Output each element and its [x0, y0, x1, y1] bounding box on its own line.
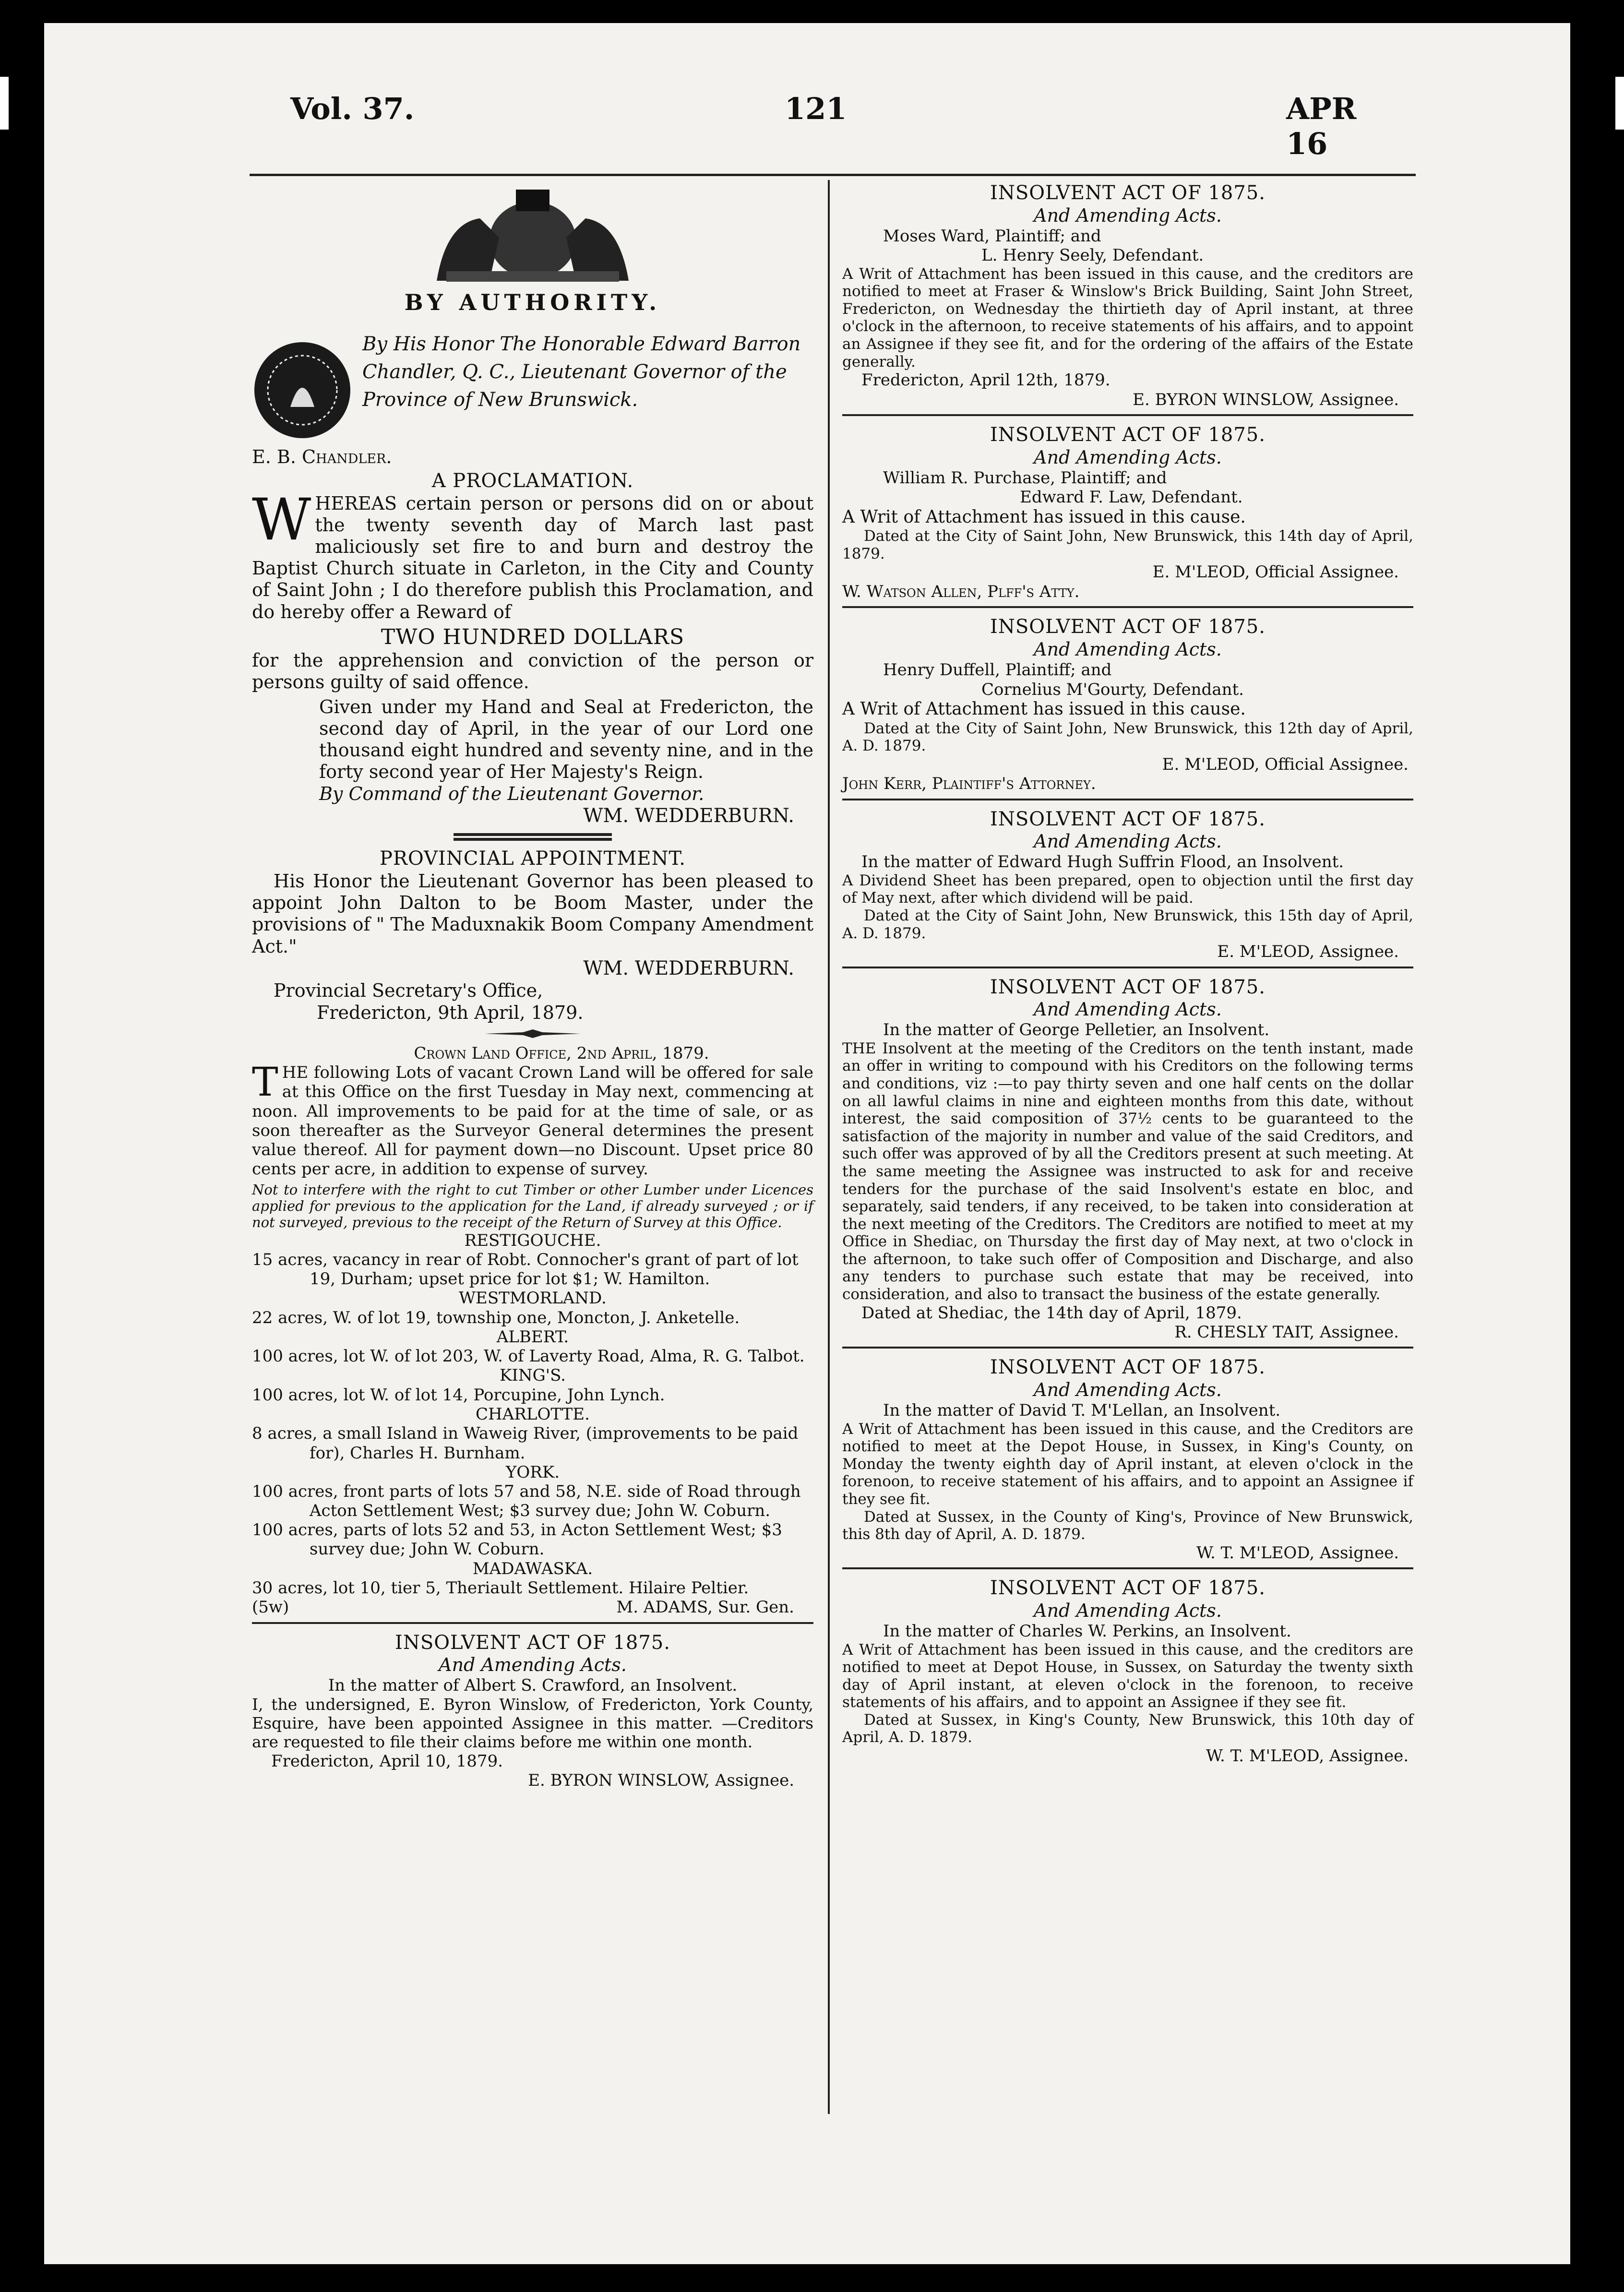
by-authority-heading: BY AUTHORITY. [404, 289, 661, 315]
provincial-seal-icon [252, 340, 353, 441]
notice-dateline: Dated at the City of Saint John, New Brunswick, this 14th day of April, 1879. [842, 527, 1413, 562]
crown-land-note: Not to interfere with the right to cut Timber or other Lumber under Licences applied for previous to the application for the Land, if already surveyed ; or if not surveyed, previous to the receipt of the Return of Survey at this Office. [252, 1181, 813, 1231]
notice-party: Moses Ward, Plaintiff; and [883, 226, 1101, 246]
notice-title: INSOLVENT ACT OF 1875. [990, 424, 1266, 446]
crown-dropcap: T [252, 1060, 278, 1106]
notice-title: INSOLVENT ACT OF 1875. [990, 182, 1266, 204]
crown-land-dateline: Crown Land Office, 2nd April, 1879. [414, 1043, 709, 1063]
county-name: CHARLOTTE. [476, 1404, 590, 1424]
proclamation-title: A PROCLAMATION. [431, 469, 634, 492]
notice-party: Cornelius M'Gourty, Defendant. [981, 680, 1244, 699]
proclamation-intro: By His Honor The Honorable Edward Barron Chandler, Q. C., Lieutenant Governor of the Province of New Brunswick. [362, 333, 801, 411]
signer-wedderburn-2: WM. WEDDERBURN. [583, 957, 794, 979]
whereas-dropcap: W [252, 486, 311, 553]
lot-entry: 8 acres, a small Island in Waweig River, (improvements to be paid for), Charles H. Burnham. [252, 1424, 799, 1463]
notice-party: In the matter of George Pelletier, an Insolvent. [883, 1020, 1270, 1040]
notice-dateline: Dated at Shediac, the 14th day of April, 1879. [861, 1303, 1242, 1323]
notice-title: INSOLVENT ACT OF 1875. [990, 616, 1266, 638]
reward-amount: TWO HUNDRED DOLLARS [381, 624, 685, 649]
proclamation-signer: E. B. Chandler. [252, 446, 392, 467]
reward-text: for the apprehension and conviction of the person or persons guilty of said offence. [252, 650, 813, 693]
notice-attorney: John Kerr, Plaintiff's Attorney. [842, 774, 1096, 794]
lot-entry: 100 acres, lot W. of lot 14, Porcupine, John Lynch. [252, 1385, 665, 1405]
insolvent-notice-crawford [252, 1632, 813, 1791]
surveyor-general-signer: M. ADAMS, Sur. Gen. [616, 1598, 794, 1617]
notice-title: INSOLVENT ACT OF 1875. [990, 1577, 1266, 1600]
notice-dateline: Fredericton, April 12th, 1879. [861, 370, 1111, 390]
insolvent-notice [842, 616, 1413, 800]
notice-signer: R. CHESLY TAIT, Assignee. [1174, 1323, 1399, 1342]
notice-signer: E. M'LEOD, Official Assignee. [1152, 562, 1399, 582]
insertion-code: (5w) [252, 1598, 289, 1617]
appointment-text: His Honor the Lieutenant Governor has been pleased to appoint John Dalton to be Boom Master, under the provisions of " The Maduxnakik Boom Company Amendment Act." [252, 870, 813, 957]
county-name: YORK. [505, 1462, 560, 1482]
by-command: By Command of the Lieutenant Governor. [319, 783, 705, 804]
notice-subtitle: And Amending Acts. [1034, 999, 1222, 1020]
ornament-dash [485, 1028, 581, 1039]
issue-date: APR 16 [1286, 91, 1357, 161]
county-list [252, 1231, 813, 1598]
notice-subtitle: And Amending Acts. [1034, 1379, 1222, 1401]
given-under-hand: Given under my Hand and Seal at Fredericton, the second day of April, in the year of our Lord one thousand eight hundred and seventy nine, and in the forty second year of Her Majesty's Reign. [319, 696, 813, 783]
notice-party: In the matter of David T. M'Lellan, an Insolvent. [883, 1401, 1281, 1421]
lot-entry: 15 acres, vacancy in rear of Robt. Connocher's grant of part of lot 19, Durham; upset price for lot $1; W. Hamilton. [252, 1250, 799, 1289]
notice-dateline: Dated at the City of Saint John, New Brunswick, this 12th day of April, A. D. 1879. [842, 719, 1413, 755]
lot-entry: 100 acres, front parts of lots 57 and 58, N.E. side of Road through Acton Settlement West; $3 survey due; John W. Coburn. [252, 1482, 801, 1521]
insolvent-notice [842, 424, 1413, 608]
notice-body: THE Insolvent at the meeting of the Creditors on the tenth instant, made an offer in writing to compound with his Creditors on the following terms and conditions, viz :—to pay thirty seven and one half cents on the dollar on all lawful claims in nine and eighteen months from this date, without interest, the said composition of 37½ cents to be guaranteed to the satisfaction of the majority in number and value of the said Creditors, and such offer was approved of by all the Creditors present at such meeting. At the same meeting the Assignee was instructed to ask for and receive tenders for the purchase of the said Insolvent's estate en bloc, and separately, said tenders, if any received, to be taken into consideration at the next meeting of the Creditors. The Creditors are notified to meet at my Office in Shediac, on Thursday the first day of May next, at two o'clock in the afternoon, to take such offer of Composition and Discharge, and also any tenders to purchase such estate that may be received, into consideration, and also to transact the business of the estate generally. [842, 1039, 1413, 1303]
notice-party: L. Henry Seely, Defendant. [981, 246, 1204, 265]
notice-body: I, the undersigned, E. Byron Winslow, of Fredericton, York County, Esquire, have been appointed Assignee in this matter. —Creditors are requested to file their claims before me within one month. [252, 1695, 813, 1751]
notice-dateline: Dated at Sussex, in King's County, New Brunswick, this 10th day of April, A. D. 1879. [842, 1711, 1413, 1746]
royal-coat-of-arms-icon [408, 185, 657, 286]
notice-party: In the matter of Charles W. Perkins, an Insolvent. [883, 1622, 1291, 1641]
lot-entry: 100 acres, lot W. of lot 203, W. of Laverty Road, Alma, R. G. Talbot. [252, 1347, 805, 1366]
secretary-date: Fredericton, 9th April, 1879. [317, 1002, 584, 1023]
crown-text: HE following Lots of vacant Crown Land will be offered for sale at this Office on the first Tuesday in May next, commencing at noon. All improvements to be paid for at the time of sale, or as soon thereafter as the Surveyor General determines the present value thereof. All for payment down—no Discount. Upset price 80 cents per acre, in addition to expense of survey. [252, 1063, 813, 1179]
volume-number: Vol. 37. [290, 91, 415, 126]
notice-signer: E. M'LEOD, Official Assignee. [1162, 754, 1409, 774]
page-header [245, 91, 1397, 161]
notice-subtitle: And Amending Acts. [439, 1654, 627, 1676]
notice-body: A Writ of Attachment has been issued in this cause, and the creditors are notified to meet at Depot House, in Sussex, on Saturday the twenty sixth day of April instant, at eleven o'clock in the forenoon, to receive statements of his affairs, and to appoint an Assignee if they see fit. [842, 1641, 1413, 1711]
appointment-title: PROVINCIAL APPOINTMENT. [379, 848, 686, 870]
separator-bar [454, 832, 612, 843]
secretary-office: Provincial Secretary's Office, [274, 980, 543, 1002]
notice-body: A Writ of Attachment has issued in this cause. [842, 699, 1246, 719]
notice-title: INSOLVENT ACT OF 1875. [395, 1631, 670, 1654]
scan-edge-mark-right [1615, 77, 1624, 130]
notice-party: Henry Duffell, Plaintiff; and [883, 660, 1112, 680]
notice-signer: W. T. M'LEOD, Assignee. [1206, 1746, 1409, 1766]
notice-party: In the matter of Edward Hugh Suffrin Flood, an Insolvent. [861, 852, 1344, 872]
county-name: MADAWASKA. [472, 1559, 593, 1578]
insolvent-notice [842, 1356, 1413, 1569]
header-rule [250, 174, 1416, 176]
county-name: WESTMORLAND. [459, 1289, 607, 1308]
insolvent-notice [842, 1577, 1413, 1766]
county-name: KING'S. [500, 1366, 566, 1385]
notice-body: A Writ of Attachment has been issued in this cause, and the creditors are notified to meet at Fraser & Winslow's Brick Building, Saint John Street, Fredericton, on Wednesday the thirtieth day of April instant, at three o'clock in the afternoon, to receive statements of his affairs, and to appoint an Assignee if they see fit, and for the ordering of the affairs of the Estate generally. [842, 265, 1413, 370]
notice-party: Edward F. Law, Defendant. [1020, 488, 1243, 507]
lot-entry: 30 acres, lot 10, tier 5, Theriault Settlement. Hilaire Peltier. [252, 1578, 749, 1598]
insolvent-notice [842, 976, 1413, 1349]
insolvent-notice [842, 808, 1413, 968]
page-number: 121 [785, 91, 847, 126]
notice-dateline: Fredericton, April 10, 1879. [271, 1751, 503, 1771]
notice-body: A Dividend Sheet has been prepared, open to objection until the first day of May next, after which dividend will be paid. [842, 871, 1413, 907]
county-name: RESTIGOUCHE. [464, 1230, 601, 1250]
notice-signer: E. M'LEOD, Assignee. [1217, 942, 1399, 962]
notice-signer: E. BYRON WINSLOW, Assignee. [528, 1771, 794, 1791]
notice-body: A Writ of Attachment has issued in this cause. [842, 507, 1246, 527]
proclamation-whereas [252, 486, 813, 623]
right-column [842, 180, 1413, 1766]
left-column [252, 180, 813, 1791]
county-name: ALBERT. [496, 1327, 569, 1347]
notice-signer: E. BYRON WINSLOW, Assignee. [1133, 390, 1399, 409]
notice-matter: In the matter of Albert S. Crawford, an Insolvent. [328, 1676, 738, 1695]
whereas-text: HEREAS certain person or persons did on or about the twenty seventh day of March last past maliciously set fire to and burn and destroy the Baptist Church situate in Carleton, in the City and County of Saint John ; I do therefore publish this Proclamation, and do hereby offer a Reward of [252, 492, 813, 622]
proclamation-intro-block [252, 330, 813, 441]
notice-signer: W. T. M'LEOD, Assignee. [1196, 1543, 1399, 1563]
column-divider [828, 180, 830, 2114]
notice-title: INSOLVENT ACT OF 1875. [990, 976, 1266, 998]
notice-subtitle: And Amending Acts. [1034, 1600, 1222, 1621]
notice-attorney: W. Watson Allen, Plff's Atty. [842, 582, 1080, 601]
notice-subtitle: And Amending Acts. [1034, 638, 1222, 660]
notice-title: INSOLVENT ACT OF 1875. [990, 1356, 1266, 1379]
crown-land-footer [252, 1598, 813, 1624]
insolvent-notice [842, 182, 1413, 416]
notice-body: A Writ of Attachment has been issued in this cause, and the Creditors are notified to meet at the Depot House, in Sussex, in King's County, on Monday the twenty eighth day of April instant, at eleven o'clock in the forenoon, to receive statement of his affairs, and to appoint an Assignee if they see fit. [842, 1420, 1413, 1508]
scan-edge-mark-left [0, 77, 9, 130]
crown-land-text [252, 1060, 813, 1179]
notice-party: William R. Purchase, Plaintiff; and [883, 468, 1167, 488]
notice-dateline: Dated at Sussex, in the County of King's, Province of New Brunswick, this 8th day of April, A. D. 1879. [842, 1508, 1413, 1543]
lot-entry: 100 acres, parts of lots 52 and 53, in Acton Settlement West; $3 survey due; John W. Coburn. [252, 1520, 782, 1559]
lot-entry: 22 acres, W. of lot 19, township one, Moncton, J. Anketelle. [252, 1308, 740, 1327]
notice-title: INSOLVENT ACT OF 1875. [990, 808, 1266, 830]
notice-subtitle: And Amending Acts. [1034, 831, 1222, 852]
notice-dateline: Dated at the City of Saint John, New Brunswick, this 15th day of April, A. D. 1879. [842, 907, 1413, 942]
notice-subtitle: And Amending Acts. [1034, 204, 1222, 226]
notice-subtitle: And Amending Acts. [1034, 446, 1222, 468]
signer-wedderburn-1: WM. WEDDERBURN. [583, 804, 794, 827]
